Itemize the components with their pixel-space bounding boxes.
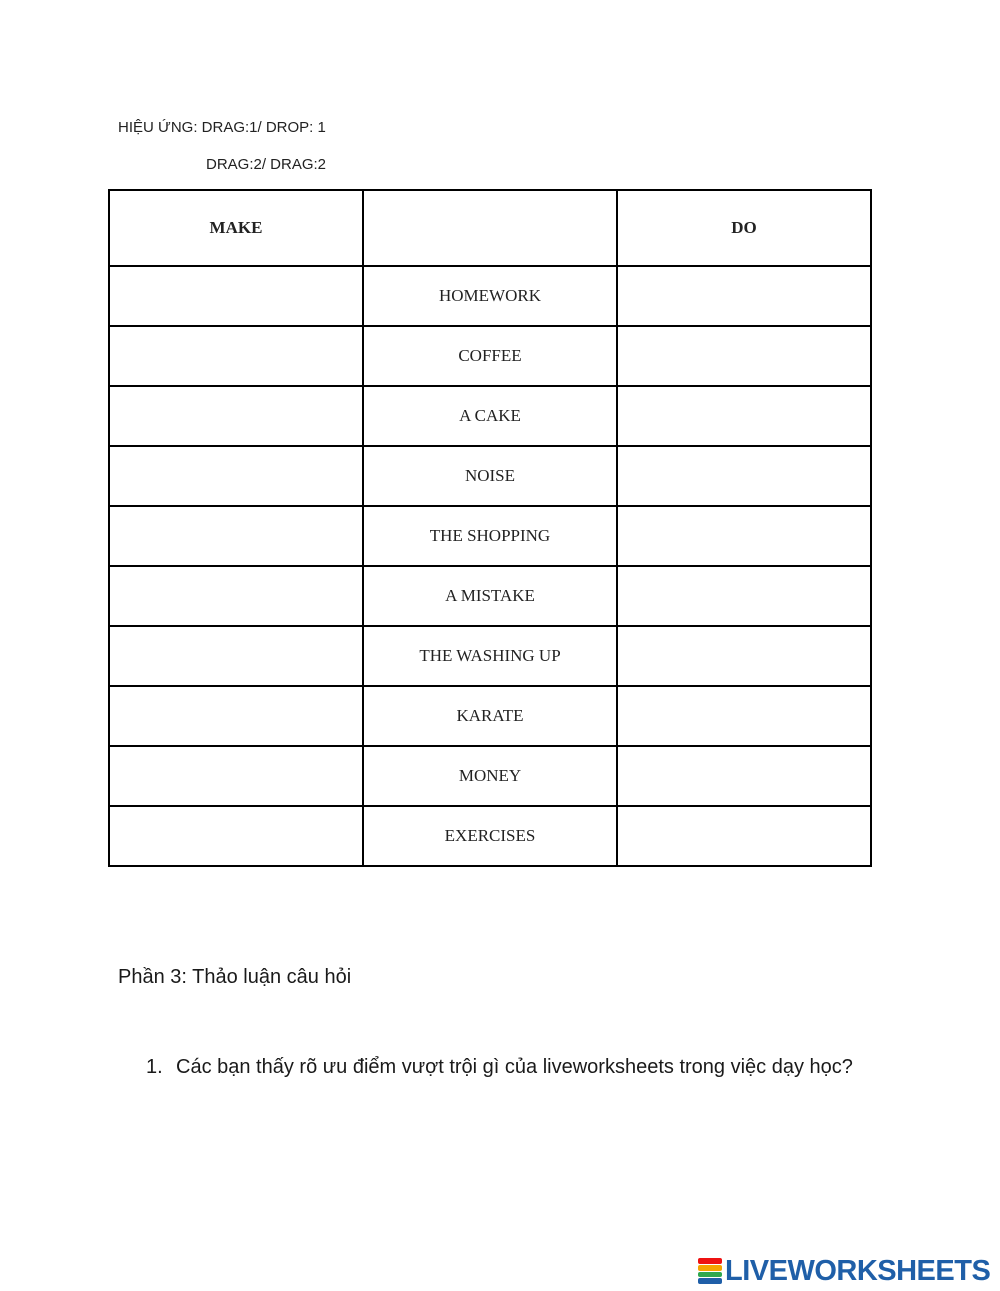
table-row bbox=[109, 566, 871, 626]
make-drop-cell[interactable] bbox=[109, 266, 363, 326]
word-cell[interactable]: A MISTAKE bbox=[363, 566, 617, 626]
table-row bbox=[109, 386, 871, 446]
do-drop-cell[interactable] bbox=[617, 266, 871, 326]
do-drop-cell[interactable] bbox=[617, 566, 871, 626]
make-drop-cell[interactable] bbox=[109, 506, 363, 566]
word-cell[interactable]: NOISE bbox=[363, 446, 617, 506]
section-title: Phần 3: Thảo luận câu hỏi bbox=[118, 966, 352, 988]
word-cell[interactable]: THE SHOPPING bbox=[363, 506, 617, 566]
do-drop-cell[interactable] bbox=[617, 446, 871, 506]
make-drop-cell[interactable] bbox=[109, 326, 363, 386]
table-row bbox=[109, 746, 871, 806]
word-cell[interactable]: EXERCISES bbox=[363, 806, 617, 866]
do-drop-cell[interactable] bbox=[617, 386, 871, 446]
make-drop-cell[interactable] bbox=[109, 746, 363, 806]
logo-text: LIVEWORKSHEETS bbox=[725, 1254, 991, 1287]
make-column-header: MAKE bbox=[109, 190, 363, 266]
make-drop-cell[interactable] bbox=[109, 626, 363, 686]
word-cell[interactable]: A CAKE bbox=[363, 386, 617, 446]
liveworksheets-logo bbox=[698, 1256, 990, 1286]
table-row bbox=[109, 326, 871, 386]
word-cell[interactable]: THE WASHING UP bbox=[363, 626, 617, 686]
table-row bbox=[109, 506, 871, 566]
table-row bbox=[109, 686, 871, 746]
do-drop-cell[interactable] bbox=[617, 806, 871, 866]
question-text: Các bạn thấy rõ ưu điểm vượt trội gì của liveworksheets trong việc dạy học? bbox=[176, 1056, 853, 1078]
question-item bbox=[146, 1051, 866, 1083]
make-drop-cell[interactable] bbox=[109, 386, 363, 446]
word-cell[interactable]: MONEY bbox=[363, 746, 617, 806]
table-row bbox=[109, 446, 871, 506]
make-drop-cell[interactable] bbox=[109, 446, 363, 506]
do-column-header: DO bbox=[617, 190, 871, 266]
make-drop-cell[interactable] bbox=[109, 686, 363, 746]
do-drop-cell[interactable] bbox=[617, 746, 871, 806]
word-cell[interactable]: KARATE bbox=[363, 686, 617, 746]
question-number: 1. bbox=[146, 1056, 163, 1078]
do-drop-cell[interactable] bbox=[617, 686, 871, 746]
effect-label-line-2: DRAG:2/ DRAG:2 bbox=[206, 156, 327, 173]
table-header-row bbox=[109, 190, 871, 266]
word-cell[interactable]: HOMEWORK bbox=[363, 266, 617, 326]
table-row bbox=[109, 626, 871, 686]
do-drop-cell[interactable] bbox=[617, 506, 871, 566]
table-row bbox=[109, 266, 871, 326]
make-drop-cell[interactable] bbox=[109, 806, 363, 866]
middle-column-header bbox=[363, 190, 617, 266]
do-drop-cell[interactable] bbox=[617, 326, 871, 386]
effect-label-line-1: HIỆU ỨNG: DRAG:1/ DROP: 1 bbox=[118, 119, 326, 136]
table-row bbox=[109, 806, 871, 866]
logo-mark-icon bbox=[698, 1258, 722, 1284]
make-do-table bbox=[108, 189, 872, 867]
word-cell[interactable]: COFFEE bbox=[363, 326, 617, 386]
make-drop-cell[interactable] bbox=[109, 566, 363, 626]
do-drop-cell[interactable] bbox=[617, 626, 871, 686]
